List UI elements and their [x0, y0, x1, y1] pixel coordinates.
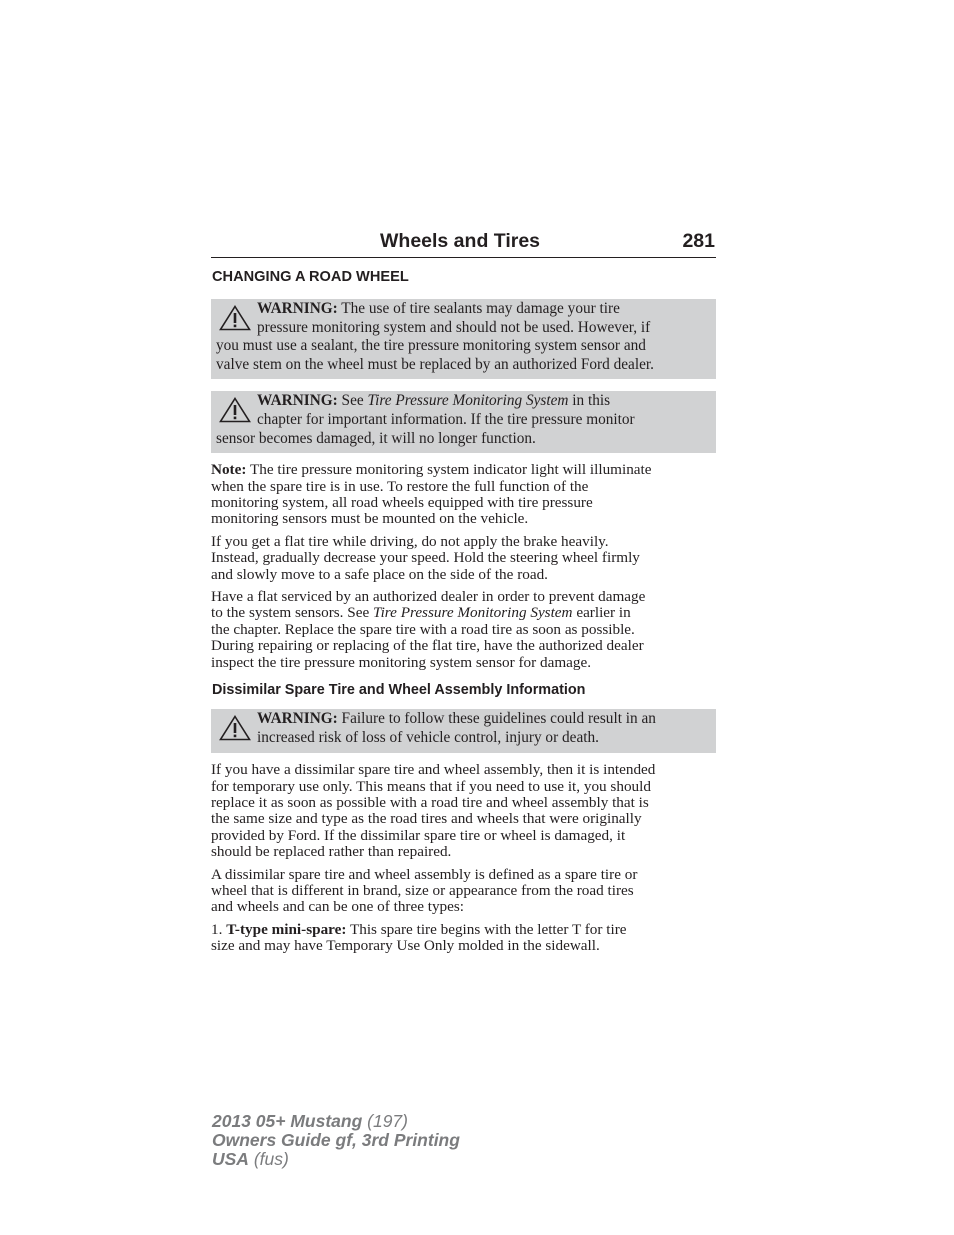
list-number: 1.	[211, 920, 227, 938]
body-text: During repairing or replacing of the flat tire, have the authorized dealer	[211, 637, 644, 655]
footer-market: USA	[212, 1149, 249, 1170]
body-text: provided by Ford. If the dissimilar spare tire or wheel is damaged, it	[211, 826, 626, 844]
warning-triangle-icon	[216, 709, 257, 747]
warning-label: WARNING:	[257, 392, 338, 410]
warning-text: See	[337, 392, 368, 410]
subsection-title: Dissimilar Spare Tire and Wheel Assembly Information	[212, 682, 586, 699]
body-text: the same size and type as the road tires and wheels that were originally	[211, 810, 642, 828]
warning-text: valve stem on the wheel must be replaced by an authorized Ford dealer.	[216, 355, 654, 373]
body-text: earlier in	[572, 604, 631, 622]
body-text: A dissimilar spare tire and wheel assembly is defined as a spare tire or	[211, 865, 638, 883]
body-text: and wheels and can be one of three types:	[211, 898, 465, 916]
cross-reference-link[interactable]: Tire Pressure Monitoring System	[367, 392, 569, 410]
body-text: should be replaced rather than repaired.	[211, 843, 452, 861]
warning-box-tpms	[211, 391, 716, 453]
note-text: monitoring system, all road wheels equipped with tire pressure	[211, 493, 593, 511]
body-text: to the system sensors. See	[211, 604, 373, 622]
body-text: and slowly move to a safe place on the side of the road.	[211, 565, 548, 583]
warning-text: pressure monitoring system and should not be used. However, if	[257, 318, 651, 336]
cross-reference-link[interactable]: Tire Pressure Monitoring System	[372, 604, 573, 622]
note-text: monitoring sensors must be mounted on the vehicle.	[211, 510, 529, 528]
page-content	[211, 228, 716, 955]
warning-box-sealants	[211, 299, 716, 379]
body-text: If you get a flat tire while driving, do not apply the brake heavily.	[211, 532, 609, 550]
paragraph-flat-tire	[211, 534, 716, 583]
chapter-title: Wheels and Tires	[380, 230, 541, 252]
body-text: for temporary use only. This means that if you need to use it, you should	[211, 777, 651, 795]
page-header	[211, 228, 716, 258]
page-number: 281	[682, 230, 715, 252]
body-text: replace it as soon as possible with a road tire and wheel assembly that is	[211, 794, 649, 812]
body-text: If you have a dissimilar spare tire and wheel assembly, then it is intended	[211, 761, 656, 779]
section-title: CHANGING A ROAD WHEEL	[212, 269, 409, 285]
warning-text: increased risk of loss of vehicle control, injury or death.	[257, 728, 599, 746]
warning-text: you must use a sealant, the tire pressure monitoring system sensor and	[216, 337, 646, 355]
note-paragraph	[211, 462, 716, 528]
note-label: Note:	[211, 461, 247, 479]
body-text: This spare tire begins with the letter T for tire	[346, 920, 627, 938]
page-footer	[212, 1112, 460, 1170]
note-text: The tire pressure monitoring system indicator light will illuminate	[246, 461, 652, 479]
body-text: wheel that is different in brand, size or appearance from the road tires	[211, 882, 634, 900]
body-text: the chapter. Replace the spare tire with a road tire as soon as possible.	[211, 620, 635, 638]
warning-triangle-icon	[216, 391, 257, 429]
body-text: inspect the tire pressure monitoring system sensor for damage.	[211, 653, 592, 671]
list-item-label: T-type mini-spare:	[226, 920, 347, 938]
warning-text: sensor becomes damaged, it will no longer function.	[216, 429, 536, 447]
footer-code: (197)	[362, 1111, 408, 1131]
list-item-t-type	[211, 922, 716, 955]
warning-label: WARNING:	[257, 300, 338, 317]
footer-model: 2013 05+ Mustang	[212, 1111, 363, 1131]
footer-market-code: (fus)	[248, 1149, 289, 1170]
body-text: Have a flat serviced by an authorized dealer in order to prevent damage	[211, 588, 646, 605]
note-text: when the spare tire is in use. To restore the full function of the	[211, 477, 589, 495]
paragraph-service	[211, 589, 716, 671]
warning-triangle-icon	[216, 299, 257, 337]
body-text: size and may have Temporary Use Only molded in the sidewall.	[211, 937, 600, 955]
warning-text: in this	[568, 392, 611, 410]
warning-text: Failure to follow these guidelines could result in an	[337, 710, 656, 728]
warning-text: The use of tire sealants may damage your tire	[337, 300, 620, 317]
warning-text: chapter for important information. If the tire pressure monitor	[257, 410, 635, 428]
footer-guide: Owners Guide gf, 3rd Printing	[212, 1130, 460, 1151]
paragraph-defined	[211, 867, 716, 916]
paragraph-dissimilar	[211, 762, 716, 860]
warning-label: WARNING:	[257, 710, 338, 728]
warning-box-guidelines	[211, 709, 716, 753]
body-text: Instead, gradually decrease your speed. Hold the steering wheel firmly	[211, 549, 640, 567]
